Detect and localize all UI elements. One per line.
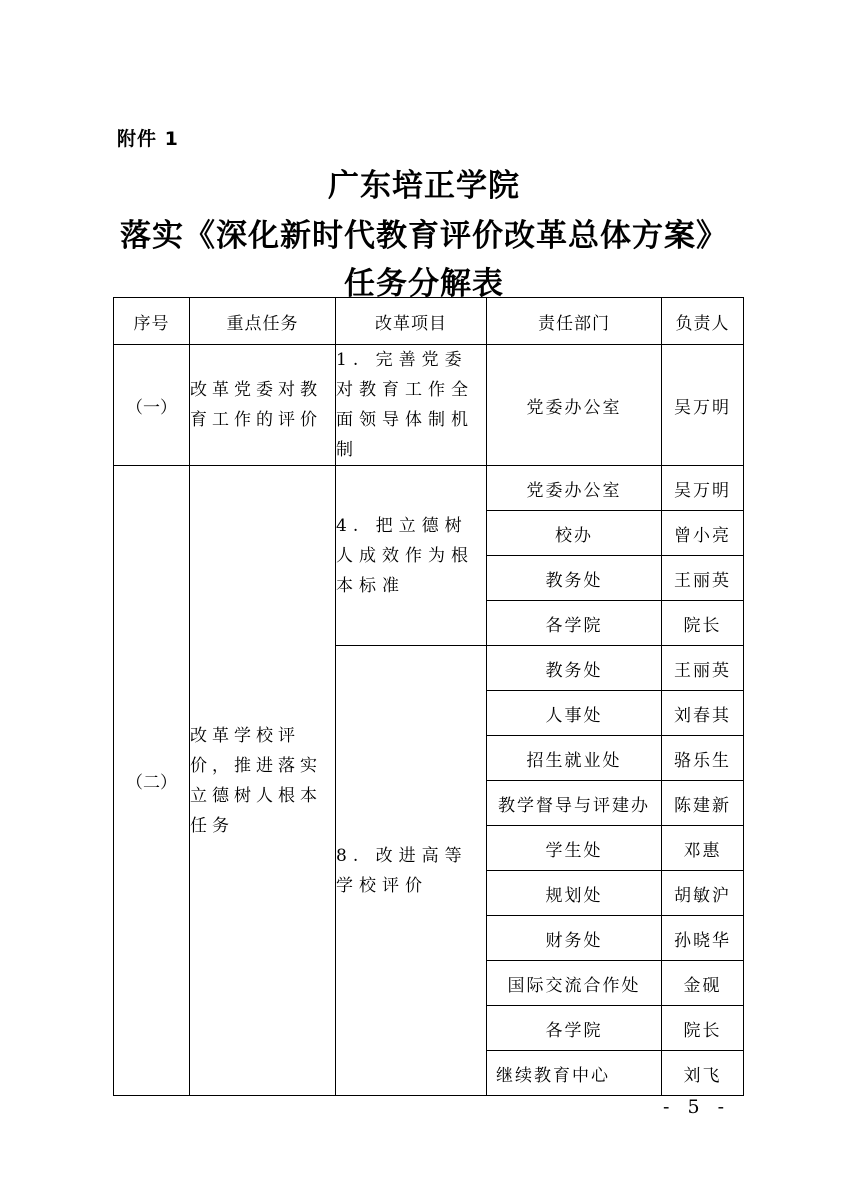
person-cell: 金砚 (662, 961, 744, 1006)
seq-cell: （一） (114, 345, 190, 466)
header-person: 负责人 (662, 298, 744, 345)
person-cell: 刘春其 (662, 691, 744, 736)
department-cell: 继续教育中心 (487, 1051, 662, 1096)
project-cell: 4. 把立德树人成效作为根本标准 (336, 466, 487, 646)
department-cell: 招生就业处 (487, 736, 662, 781)
header-task: 重点任务 (190, 298, 336, 345)
department-cell: 教务处 (487, 556, 662, 601)
person-cell: 院长 (662, 601, 744, 646)
title-table-name: 任务分解表 (344, 266, 504, 302)
project-cell: 8. 改进高等学校评价 (336, 646, 487, 1096)
title-institution: 广东培正学院 (328, 168, 520, 204)
page-number: - 5 - (663, 1096, 731, 1118)
department-cell: 学生处 (487, 826, 662, 871)
department-cell: 教务处 (487, 646, 662, 691)
person-cell: 胡敏沪 (662, 871, 744, 916)
person-cell: 曾小亮 (662, 511, 744, 556)
person-cell: 吴万明 (662, 345, 744, 466)
task-breakdown-table (113, 297, 744, 1096)
department-cell: 党委办公室 (487, 345, 662, 466)
table-row (114, 345, 744, 466)
department-cell: 财务处 (487, 916, 662, 961)
department-cell: 党委办公室 (487, 466, 662, 511)
person-cell: 邓惠 (662, 826, 744, 871)
header-seq: 序号 (114, 298, 190, 345)
person-cell: 吴万明 (662, 466, 744, 511)
person-cell: 陈建新 (662, 781, 744, 826)
header-project: 改革项目 (336, 298, 487, 345)
table-row (114, 466, 744, 511)
department-cell: 各学院 (487, 601, 662, 646)
header-department: 责任部门 (487, 298, 662, 345)
title-plan: 落实《深化新时代教育评价改革总体方案》 (120, 218, 728, 254)
seq-cell: （二） (114, 466, 190, 1096)
person-cell: 王丽英 (662, 556, 744, 601)
department-cell: 人事处 (487, 691, 662, 736)
table-header-row (114, 298, 744, 345)
person-cell: 刘飞 (662, 1051, 744, 1096)
department-cell: 校办 (487, 511, 662, 556)
person-cell: 王丽英 (662, 646, 744, 691)
department-cell: 规划处 (487, 871, 662, 916)
person-cell: 骆乐生 (662, 736, 744, 781)
person-cell: 院长 (662, 1006, 744, 1051)
project-cell: 1. 完善党委对教育工作全面领导体制机制 (336, 345, 487, 466)
attachment-label: 附件 1 (117, 128, 179, 150)
department-cell: 教学督导与评建办 (487, 781, 662, 826)
person-cell: 孙晓华 (662, 916, 744, 961)
department-cell: 国际交流合作处 (487, 961, 662, 1006)
task-cell: 改革党委对教育工作的评价 (190, 345, 336, 466)
task-cell: 改革学校评价，推进落实立德树人根本任务 (190, 466, 336, 1096)
department-cell: 各学院 (487, 1006, 662, 1051)
